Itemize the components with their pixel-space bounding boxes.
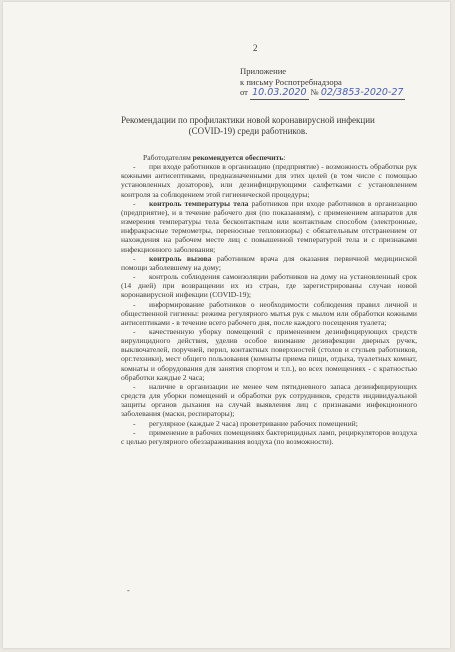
list-item [121,419,417,428]
appendix-no-sign: № [310,87,319,97]
list-item [121,382,417,419]
list-item [121,327,417,382]
list-item-text: качественную уборку помещений с применением дезинфицирующих средств вирулицидного действия, уделив особое внимание дезинфекции дверных ручек, выключателей, поручней, перил, контактных поверхностей (столов и стульев работников, орг.техники), мест общего пользования (комнаты приема пищи, отдыха, туалетных комнат, комнаты и оборудования для занятия спортом и т.п.), во всех помещениях - с кратностью обработки каждые 2 часа; [121,326,417,382]
list-item [121,162,417,199]
list-dash: - [133,326,136,336]
list-item-text: при входе работников в организацию (предприятие) - возможность обработки рук кожными антисептиками, предназначенными для этих целей (в том числе с помощью установленных дозаторов), или дезинфицирующими салфетками с установлением контроля за соблюдением этой гигиенической процедуры; [121,162,417,199]
list-dash: - [133,162,136,172]
intro-lead: Работодателям [143,153,191,162]
handwritten-number: 02/3853-2020-27 [320,87,404,98]
list-item-text: регулярное (каждые 2 часа) проветривание рабочих помещений; [149,418,358,428]
appendix-letter-ref: к письму Роспотребнадзора [240,76,342,87]
list-item-text: наличие в организации не менее чем пятидневного запаса дезинфицирующих средств для уборки помещений и обработки рук сотрудников, средств индивидуальной защиты органов дыхания на случай выявления лиц с признаками инфекционного заболевания (маски, респираторы); [121,381,417,419]
intro-paragraph [121,153,417,162]
list-item [121,428,417,446]
recommendation-list [121,162,417,446]
handwritten-date: 10.03.2020 [252,87,307,98]
appendix-date-number [240,87,405,100]
list-dash: - [133,381,136,391]
list-dash: - [133,272,136,282]
page-number: 2 [253,43,258,53]
title-line-1: Рекомендации по профилактики новой коронавирусной инфекции [121,115,375,125]
appendix-ot: от [240,87,248,97]
list-item [121,254,417,272]
list-item-text: контроль соблюдения самоизоляции работников на дому на установленный срок (14 дней) при возвращении их из стран, где зарегистрированы случаи новой коронавирусной инфекции (COVID-19); [121,272,417,300]
list-item [121,272,417,299]
document-page [3,2,450,648]
list-item-bold: контроль температуры тела [149,198,249,208]
document-body [121,153,417,446]
appendix-title: Приложение [240,66,287,76]
list-item-text: применение в рабочих помещениях бактерицидных ламп, рециркуляторов воздуха с целью регулярного обеззараживания воздуха (по возможности). [121,427,417,446]
list-item-text: работником врача для оказания первичной медицинской помощи заболевшему на дому; [121,253,417,272]
list-item [121,300,417,327]
intro-bold: рекомендуется обеспечить [192,153,284,162]
stray-dash: - [127,586,130,595]
list-dash: - [133,198,136,208]
list-dash: - [133,299,136,309]
list-dash: - [133,427,136,437]
list-item-text: информирование работников о необходимости соблюдения правил личной и общественной гигиены: режима регулярного мытья рук с мылом или обработки кожными антисептиками - в течение всего рабочего дня, после каждого посещения туалета; [121,299,417,327]
title-line-2: (COVID-19) среди работников. [188,126,308,136]
intro-tail: : [283,153,286,162]
appendix-block [240,66,405,100]
list-item-text: работников при входе работников в организацию (предприятие), и в течение рабочего дня (по показаниям), с применением аппаратов для измерения температуры тела бесконтактным или контактным способом (электронные, инфракрасные термометры, переносные тепловизоры) с обязательным отстранением от нахождения на рабочем месте лиц с повышенной температурой тела и с признаками инфекционного заболевания; [121,198,417,254]
document-title [73,115,423,137]
list-item [121,199,417,254]
list-dash: - [133,418,136,428]
list-item-bold: контроль вызова [149,253,212,263]
list-dash: - [133,253,136,263]
